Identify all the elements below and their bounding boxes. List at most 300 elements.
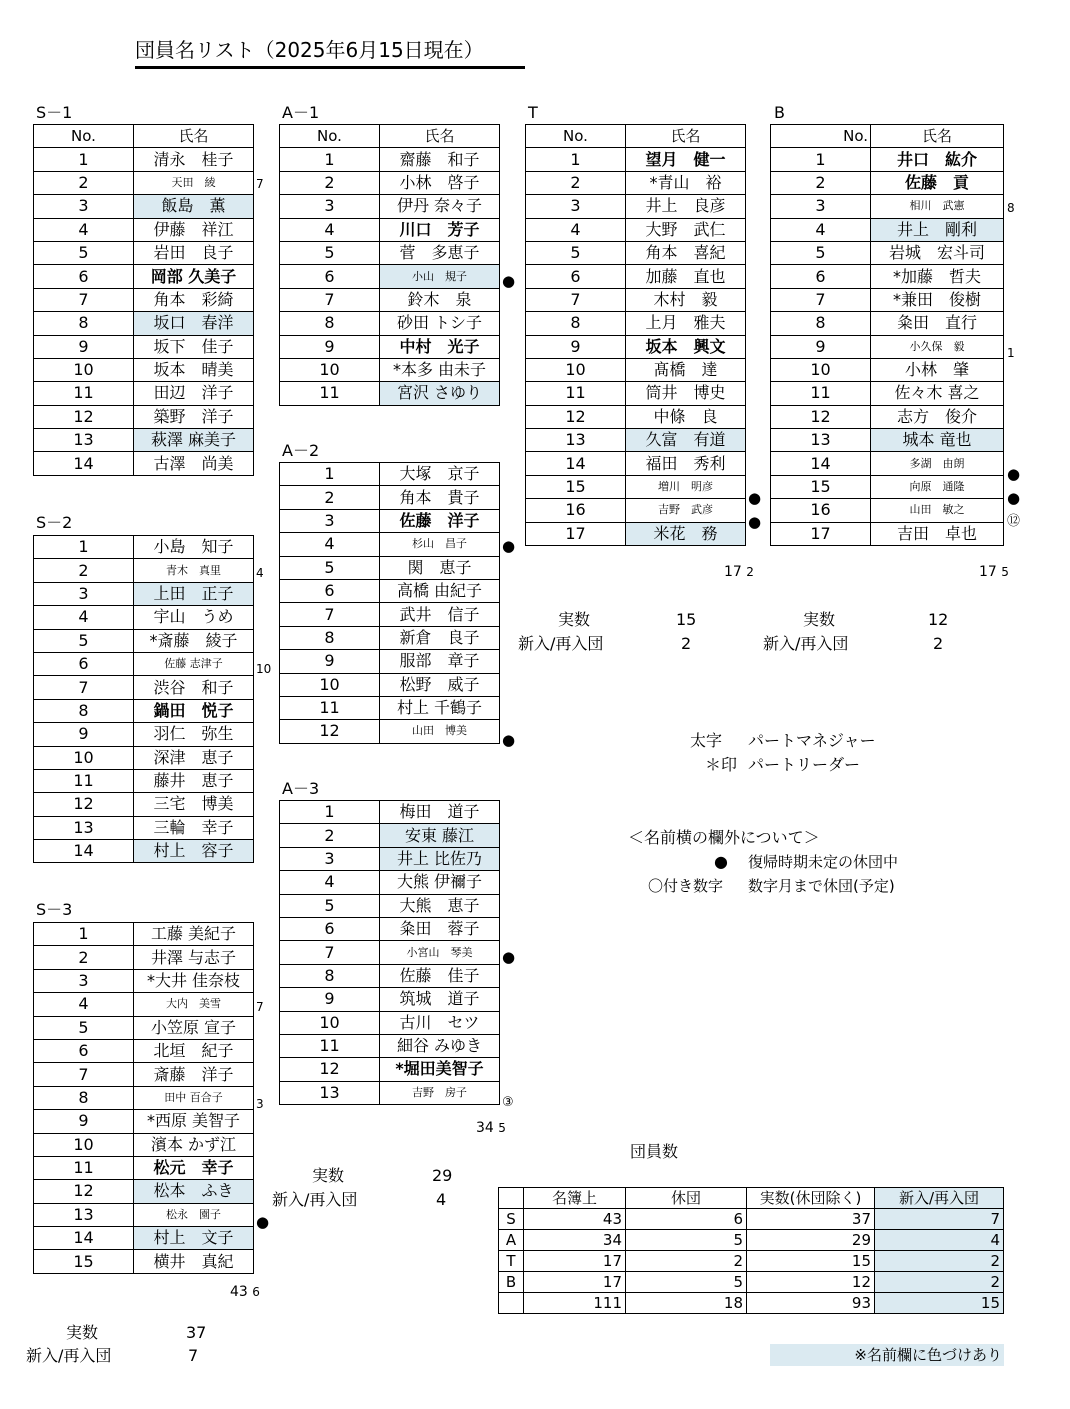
count-total-new: 15 — [875, 1293, 1004, 1314]
row-name: 岡部 久美子 — [134, 265, 254, 288]
row-name: 坂本 興文 — [626, 335, 746, 358]
table-row — [280, 847, 500, 870]
side-note: 7 — [256, 177, 264, 191]
count-table-header — [499, 1188, 1004, 1209]
row-no: 10 — [34, 1133, 134, 1156]
row-name: 濱本 かず江 — [134, 1133, 254, 1156]
subtotal-s — [230, 1282, 260, 1302]
page-title — [135, 36, 525, 69]
summary-a-actual-label: 実数 — [312, 1166, 345, 1185]
table-row — [526, 288, 746, 311]
table-row — [34, 195, 254, 218]
legend-dot-desc: 復帰時期未定の休団中 — [748, 853, 899, 871]
row-no: 4 — [771, 218, 871, 241]
row-no: 10 — [280, 673, 380, 696]
table-row — [280, 241, 500, 264]
count-actual: 29 — [747, 1230, 875, 1251]
table-row — [34, 582, 254, 605]
row-name: 佐藤 貢 — [871, 171, 1004, 194]
table-row — [34, 1133, 254, 1156]
count-total-rest: 18 — [626, 1293, 747, 1314]
table-row — [771, 241, 1004, 264]
table-row — [771, 429, 1004, 452]
row-name: *斎藤 綾子 — [134, 629, 254, 652]
summary-b-new-value: 2 — [933, 634, 944, 653]
color-note — [770, 1344, 1004, 1366]
row-name: 北垣 紀子 — [134, 1039, 254, 1062]
count-roster: 43 — [524, 1209, 626, 1230]
row-no: 16 — [526, 499, 626, 522]
row-no: 7 — [34, 288, 134, 311]
table-row — [280, 1034, 500, 1057]
table-row — [280, 1081, 500, 1104]
row-name: 杉山 昌子 — [380, 533, 500, 556]
table-row — [34, 382, 254, 405]
row-no: 1 — [526, 148, 626, 171]
table-row — [34, 946, 254, 969]
subtotal-a — [476, 1118, 506, 1138]
row-no: 14 — [34, 452, 134, 475]
subtotal-total: 17 — [979, 564, 997, 580]
count-new: 7 — [875, 1209, 1004, 1230]
row-no: 11 — [280, 382, 380, 405]
row-name: 小笠原 宣子 — [134, 1016, 254, 1039]
row-name: 横井 真紀 — [134, 1250, 254, 1273]
count-rest: 5 — [626, 1230, 747, 1251]
count-new: 4 — [875, 1230, 1004, 1251]
roster-table-a3 — [279, 800, 500, 1105]
count-table-title: 団員数 — [630, 1142, 679, 1161]
row-no: 7 — [34, 1063, 134, 1086]
count-header-new: 新入/再入団 — [875, 1188, 1004, 1209]
row-name: 佐藤 洋子 — [380, 509, 500, 532]
row-name: *西原 美智子 — [134, 1110, 254, 1133]
side-note: 8 — [1007, 201, 1015, 215]
row-no: 10 — [280, 358, 380, 381]
row-no: 9 — [34, 1110, 134, 1133]
row-name: 武井 信子 — [380, 603, 500, 626]
rest-dot-icon: ● — [502, 537, 516, 555]
row-name: 上月 雅夫 — [626, 312, 746, 335]
table-row — [526, 171, 746, 194]
row-no: 8 — [34, 1086, 134, 1109]
row-name: *大井 佳奈枝 — [134, 969, 254, 992]
row-no: 4 — [280, 533, 380, 556]
row-name: 鈴木 泉 — [380, 288, 500, 311]
table-row — [771, 312, 1004, 335]
row-name: 井澤 与志子 — [134, 946, 254, 969]
row-no: 13 — [34, 429, 134, 452]
table-row — [34, 606, 254, 629]
table-row — [280, 964, 500, 987]
row-no: 7 — [771, 288, 871, 311]
table-row — [280, 696, 500, 719]
subtotal-rest: 5 — [498, 1121, 506, 1135]
row-no: 8 — [34, 699, 134, 722]
row-no: 4 — [34, 993, 134, 1016]
row-name: *青山 裕 — [626, 171, 746, 194]
row-name: 望月 健一 — [626, 148, 746, 171]
count-part: B — [499, 1272, 524, 1293]
legend-dot-icon: ● — [714, 852, 728, 871]
row-no: 1 — [34, 536, 134, 559]
row-name: 工藤 美紀子 — [134, 923, 254, 946]
table-row — [34, 241, 254, 264]
rest-dot-icon: ● — [748, 489, 762, 507]
section-label-a3: A－3 — [282, 779, 320, 798]
count-header-roster: 名簿上 — [524, 1188, 626, 1209]
row-no: 17 — [526, 522, 626, 545]
subtotal-t — [724, 562, 754, 582]
count-rest: 2 — [626, 1251, 747, 1272]
table-row — [34, 1250, 254, 1273]
row-name: 大熊 恵子 — [380, 894, 500, 917]
row-no: 5 — [34, 629, 134, 652]
row-name: 伊藤 祥江 — [134, 218, 254, 241]
row-name: 久富 有道 — [626, 429, 746, 452]
table-row — [280, 801, 500, 824]
row-name: 砂田 トシ子 — [380, 312, 500, 335]
row-name: 古川 セツ — [380, 1011, 500, 1034]
table-row — [34, 1180, 254, 1203]
table-row — [280, 650, 500, 673]
table-row — [34, 769, 254, 792]
table-row — [280, 941, 500, 964]
row-name: 伊丹 奈々子 — [380, 195, 500, 218]
table-row — [280, 463, 500, 486]
rest-dot-icon: ● — [1007, 465, 1021, 483]
row-no: 5 — [526, 241, 626, 264]
row-name: 佐藤 志津子 — [134, 652, 254, 675]
row-name: 木村 毅 — [626, 288, 746, 311]
header-no: No. — [526, 125, 626, 148]
side-note: 7 — [256, 1000, 264, 1014]
row-name: 大野 武仁 — [626, 218, 746, 241]
row-no: 6 — [34, 1039, 134, 1062]
row-name: 菅 多恵子 — [380, 241, 500, 264]
table-row — [771, 405, 1004, 428]
row-no: 13 — [34, 1203, 134, 1226]
table-row — [34, 1156, 254, 1179]
row-no: 5 — [280, 894, 380, 917]
row-name: 青木 真里 — [134, 559, 254, 582]
table-row — [34, 1203, 254, 1226]
row-name: 相川 武憲 — [871, 195, 1004, 218]
side-note: ⑫ — [1007, 514, 1021, 529]
table-row — [526, 382, 746, 405]
header-no: No. — [771, 125, 871, 148]
row-no: 14 — [34, 1227, 134, 1250]
table-row — [526, 241, 746, 264]
table-row — [34, 699, 254, 722]
row-name: 三宅 博美 — [134, 793, 254, 816]
row-no: 2 — [34, 946, 134, 969]
table-row — [34, 816, 254, 839]
row-no: 8 — [771, 312, 871, 335]
row-no: 5 — [34, 241, 134, 264]
table-row — [771, 171, 1004, 194]
row-no: 1 — [280, 801, 380, 824]
row-no: 8 — [280, 312, 380, 335]
row-no: 1 — [771, 148, 871, 171]
row-no: 13 — [526, 429, 626, 452]
subtotal-rest: 6 — [252, 1285, 260, 1299]
row-no: 6 — [771, 265, 871, 288]
count-total-row — [499, 1293, 1004, 1314]
row-name: 新倉 良子 — [380, 626, 500, 649]
table-row — [34, 148, 254, 171]
row-name: 小山 規子 — [380, 265, 500, 288]
table-row — [280, 195, 500, 218]
summary-t-new-value: 2 — [681, 634, 692, 653]
row-name: 中條 良 — [626, 405, 746, 428]
count-part: S — [499, 1209, 524, 1230]
section-label-t: T — [528, 103, 538, 122]
row-name: 福田 秀利 — [626, 452, 746, 475]
row-name: 松本 ふき — [134, 1180, 254, 1203]
legend-bold-key: 太字 — [690, 731, 723, 750]
summary-s-actual-label: 実数 — [66, 1323, 99, 1342]
table-row — [34, 312, 254, 335]
table-row — [34, 265, 254, 288]
row-no: 3 — [771, 195, 871, 218]
row-name: 佐藤 佳子 — [380, 964, 500, 987]
summary-b-new-label: 新入/再入団 — [763, 634, 849, 653]
row-name: 村上 千鶴子 — [380, 696, 500, 719]
rest-dot-icon: ● — [502, 272, 516, 290]
row-name: 筒井 博史 — [626, 382, 746, 405]
row-no: 2 — [526, 171, 626, 194]
table-row — [771, 148, 1004, 171]
row-no: 2 — [280, 486, 380, 509]
table-row — [771, 265, 1004, 288]
table-row — [771, 195, 1004, 218]
summary-s-new-label: 新入/再入団 — [26, 1346, 112, 1365]
row-name: 坂口 春洋 — [134, 312, 254, 335]
row-name: 安東 藤江 — [380, 824, 500, 847]
legend-bold-desc: パートマネジャー — [748, 731, 876, 750]
row-name: 筑城 道子 — [380, 988, 500, 1011]
row-name: 米花 務 — [626, 522, 746, 545]
summary-b-actual-value: 12 — [928, 610, 949, 629]
row-no: 4 — [526, 218, 626, 241]
row-no: 10 — [526, 358, 626, 381]
table-row — [34, 1039, 254, 1062]
row-name: 角本 彩綺 — [134, 288, 254, 311]
table-row — [526, 265, 746, 288]
row-no: 16 — [771, 499, 871, 522]
row-no: 2 — [771, 171, 871, 194]
row-name: 山田 博美 — [380, 720, 500, 743]
row-no: 2 — [34, 171, 134, 194]
table-row — [34, 452, 254, 475]
row-name: *本多 由未子 — [380, 358, 500, 381]
row-name: 細谷 みゆき — [380, 1034, 500, 1057]
row-no: 3 — [34, 969, 134, 992]
row-no: 13 — [771, 429, 871, 452]
table-row — [34, 723, 254, 746]
table-row — [771, 335, 1004, 358]
row-name: 粂田 蓉子 — [380, 917, 500, 940]
row-no: 9 — [280, 335, 380, 358]
table-row — [771, 218, 1004, 241]
count-total-actual: 93 — [747, 1293, 875, 1314]
row-no: 12 — [34, 1180, 134, 1203]
table-row — [280, 824, 500, 847]
row-name: 井口 紘介 — [871, 148, 1004, 171]
row-no: 11 — [34, 382, 134, 405]
row-name: 上田 正子 — [134, 582, 254, 605]
summary-a-new-value: 4 — [436, 1190, 447, 1209]
count-header-blank — [499, 1188, 524, 1209]
table-row — [499, 1272, 1004, 1293]
table-row — [526, 405, 746, 428]
subtotal-total: 17 — [724, 564, 742, 580]
table-row — [34, 969, 254, 992]
row-no: 2 — [34, 559, 134, 582]
row-no: 12 — [280, 720, 380, 743]
title-text: 団員名リスト（2025年6月15日現在） — [135, 38, 484, 62]
row-name: 角本 喜紀 — [626, 241, 746, 264]
summary-t-new-label: 新入/再入団 — [518, 634, 604, 653]
header-no: No. — [280, 125, 380, 148]
row-no: 12 — [34, 793, 134, 816]
section-label-s1: S－1 — [36, 103, 73, 122]
row-no: 1 — [34, 148, 134, 171]
table-row — [526, 218, 746, 241]
row-no: 17 — [771, 522, 871, 545]
row-no: 15 — [34, 1250, 134, 1273]
table-row — [34, 171, 254, 194]
row-name: 岩城 宏斗司 — [871, 241, 1004, 264]
row-name: 天田 綾 — [134, 171, 254, 194]
summary-a-actual-value: 29 — [432, 1166, 453, 1185]
row-no: 3 — [280, 195, 380, 218]
rest-dot-icon: ● — [502, 731, 516, 749]
count-header-rest: 休団 — [626, 1188, 747, 1209]
subtotal-rest: 5 — [1001, 565, 1009, 579]
table-row — [34, 358, 254, 381]
row-name: 城本 竜也 — [871, 429, 1004, 452]
row-name: 大塚 京子 — [380, 463, 500, 486]
table-row — [34, 1227, 254, 1250]
summary-b-actual-label: 実数 — [803, 610, 836, 629]
table-row — [34, 629, 254, 652]
row-no: 15 — [771, 475, 871, 498]
row-no: 14 — [34, 840, 134, 863]
row-name: 岩田 良子 — [134, 241, 254, 264]
row-name: 渋谷 和子 — [134, 676, 254, 699]
row-name: 川口 芳子 — [380, 218, 500, 241]
row-name: 井上 良彦 — [626, 195, 746, 218]
row-no: 1 — [280, 148, 380, 171]
section-label-s2: S－2 — [36, 513, 73, 532]
row-no: 14 — [526, 452, 626, 475]
row-name: 清永 桂子 — [134, 148, 254, 171]
row-no: 9 — [280, 650, 380, 673]
header-name: 氏名 — [380, 125, 500, 148]
color-note-text: ※名前欄に色づけあり — [854, 1346, 1002, 1364]
row-no: 3 — [280, 847, 380, 870]
row-no: 8 — [280, 626, 380, 649]
row-name: 中村 光子 — [380, 335, 500, 358]
table-row — [280, 556, 500, 579]
row-name: 志方 俊介 — [871, 405, 1004, 428]
summary-t-actual-value: 15 — [676, 610, 697, 629]
table-row — [280, 265, 500, 288]
row-no: 6 — [280, 917, 380, 940]
row-no: 12 — [771, 405, 871, 428]
header-name: 氏名 — [626, 125, 746, 148]
row-no: 8 — [526, 312, 626, 335]
table-row — [771, 475, 1004, 498]
row-name: 井上 剛利 — [871, 218, 1004, 241]
row-name: 吉野 房子 — [380, 1081, 500, 1104]
row-name: 向原 通隆 — [871, 475, 1004, 498]
table-row — [34, 1110, 254, 1133]
legend-circle-key: 〇付き数字 — [648, 877, 724, 895]
row-name: 鍋田 悦子 — [134, 699, 254, 722]
row-no: 11 — [34, 1156, 134, 1179]
rest-dot-icon: ● — [502, 948, 516, 966]
roster-table-s2 — [33, 535, 254, 863]
row-name: 吉田 卓也 — [871, 522, 1004, 545]
table-row — [34, 288, 254, 311]
table-row — [34, 335, 254, 358]
table-row — [280, 171, 500, 194]
row-name: 大熊 伊禰子 — [380, 871, 500, 894]
section-label-a2: A－2 — [282, 441, 320, 460]
header-name: 氏名 — [871, 125, 1004, 148]
side-note: ③ — [502, 1095, 514, 1110]
row-no: 6 — [34, 265, 134, 288]
row-no: 11 — [526, 382, 626, 405]
row-no: 3 — [280, 509, 380, 532]
row-name: 築野 洋子 — [134, 405, 254, 428]
table-row — [771, 288, 1004, 311]
row-name: 小島 知子 — [134, 536, 254, 559]
row-no: 5 — [280, 556, 380, 579]
table-row — [34, 405, 254, 428]
row-no: 12 — [280, 1058, 380, 1081]
table-row — [499, 1209, 1004, 1230]
row-name: 三輪 幸子 — [134, 816, 254, 839]
table-row — [34, 993, 254, 1016]
table-row — [280, 148, 500, 171]
row-no: 9 — [771, 335, 871, 358]
row-no: 10 — [34, 358, 134, 381]
row-name: 村上 容子 — [134, 840, 254, 863]
table-row — [499, 1230, 1004, 1251]
row-name: 粂田 直行 — [871, 312, 1004, 335]
row-no: 4 — [280, 218, 380, 241]
row-name: 羽仁 弥生 — [134, 723, 254, 746]
count-part: A — [499, 1230, 524, 1251]
row-name: 田中 百合子 — [134, 1086, 254, 1109]
table-row — [34, 559, 254, 582]
table-row — [526, 358, 746, 381]
count-total-roster: 111 — [524, 1293, 626, 1314]
table-row — [526, 452, 746, 475]
row-no: 5 — [34, 1016, 134, 1039]
row-no: 11 — [771, 382, 871, 405]
count-total-blank — [499, 1293, 524, 1314]
roster-table-t — [525, 124, 746, 546]
row-no: 9 — [280, 988, 380, 1011]
row-no: 4 — [34, 606, 134, 629]
table-row — [280, 626, 500, 649]
side-note: 1 — [1007, 346, 1015, 360]
